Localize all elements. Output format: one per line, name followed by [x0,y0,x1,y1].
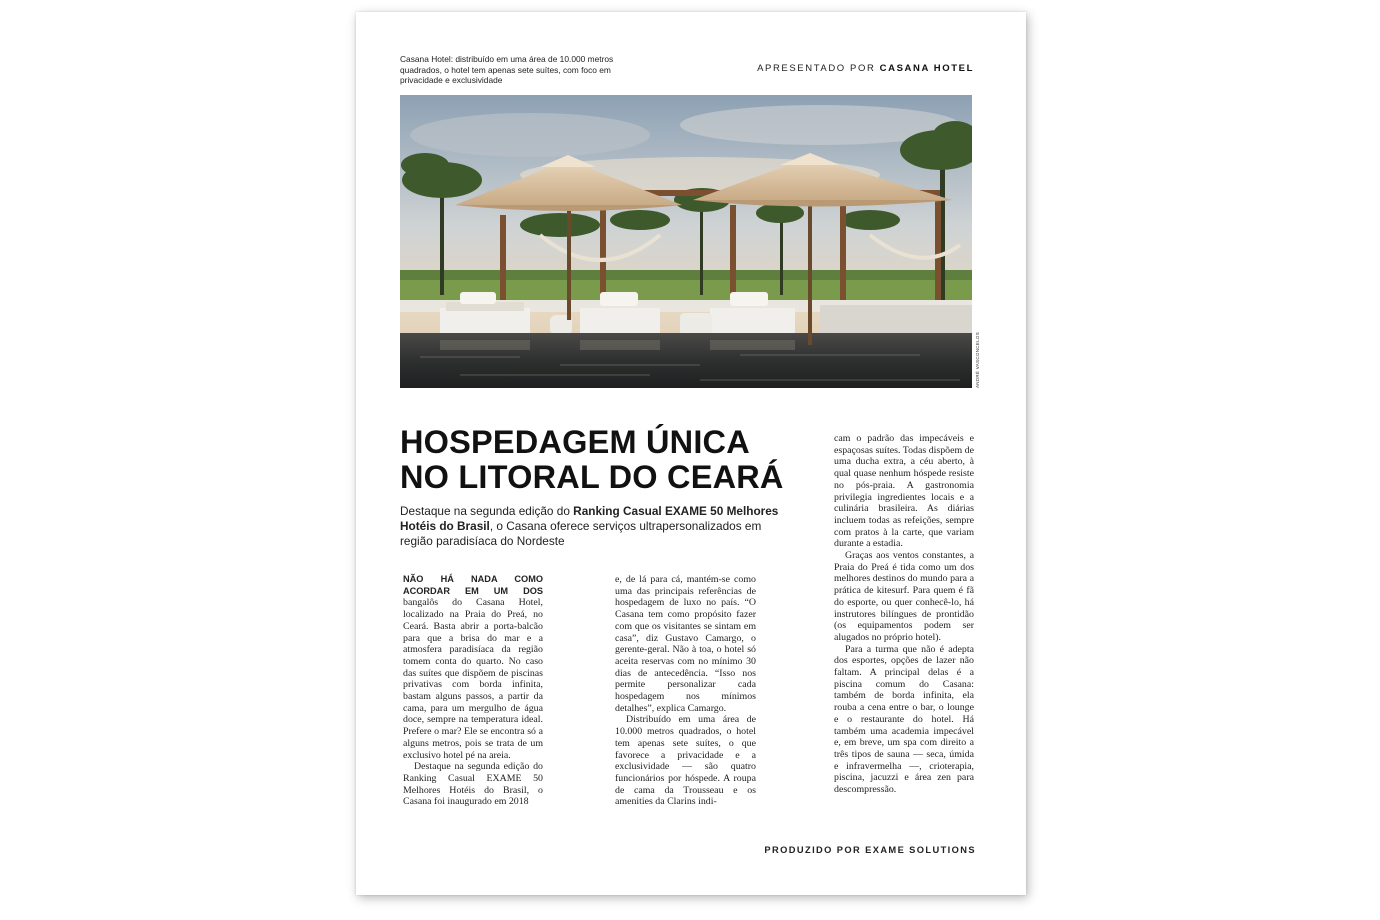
lead-in: NÃO HÁ NADA COMO ACORDAR EM UM DOS [403,574,543,596]
dek-after: , o Casana oferece serviços ultrapersonalizados em região paradisíaca do Nordeste [400,519,762,549]
paragraph-text: bangalôs do Casana Hotel, localizado na Praia do Preá, no Ceará. Basta abrir a porta-balcão para que a brisa do mar e a atmosfera paradisíaca da região tomem conta do quarto. No caso das suítes que dispõem de piscinas privativas com borda infinita, bastam alguns passos, a partir da cama, para um mergulho de água doce, sempre na temperatura ideal. Prefere o mar? Ele se encontra só a alguns metros, pois se trata de um exclusivo hotel pé na areia. [403,597,543,761]
title-line-1: HOSPEDAGEM ÚNICA [400,424,750,460]
body-column-3 [834,433,974,796]
body-column-2 [615,574,756,808]
paragraph: cam o padrão das impecáveis e espaçosas suítes. Todas dispõem de uma ducha extra, a céu aberto, à qual quase nenhum hóspede resiste no pós-praia. A gastronomia privilegia ingredientes locais e a culinária brasileira. As diárias incluem todas as refeições, sempre com pratos à la carte, que variam durante a estadia. [834,433,974,550]
paragraph: Distribuído em uma área de 10.000 metros quadrados, o hotel tem apenas sete suítes, o que favorece a privacidade e a exclusividade — são quatro funcionários por hóspede. A roupa de cama da Trousseau e os amenities da Clarins indi- [615,714,756,808]
body-column-1 [403,574,543,808]
paragraph [403,574,543,761]
article-dek [400,504,780,550]
paragraph: Para a turma que não é adepta dos esportes, opções de lazer não faltam. A principal delas é a piscina comum do Casana: também de borda infinita, ela rouba a cena entre o bar, o lounge e o restaurante do hotel. Há também uma academia impecável e, em breve, um spa com direito a três tipos de sauna — seca, úmida e infravermelha —, crioterapia, piscina, jacuzzi e área zen para descompressão. [834,643,974,796]
hotel-photo [400,95,972,388]
title-line-2: NO LITORAL DO CEARÁ [400,459,784,495]
paragraph: Destaque na segunda edição do Ranking Casual EXAME 50 Melhores Hotéis do Brasil, o Casana foi inaugurado em 2018 [403,761,543,808]
photo-credit: ANDRÉ VASCONCELOS [975,332,980,389]
pool-umbrellas-illustration [400,95,972,388]
dek-bold: Ranking Casual EXAME 50 Melhores Hotéis do Brasil [400,504,779,534]
article-title [400,425,820,495]
photo-caption: Casana Hotel: distribuído em uma área de 10.000 metros quadrados, o hotel tem apenas sete suítes, com foco em privacidade e exclusividade [400,54,614,85]
paragraph: e, de lá para cá, mantém-se como uma das principais referências de hospedagem de luxo no país. “O Casana tem como propósito fazer com que os visitantes se sintam em casa”, diz Gustavo Camargo, o gerente-geral. Não à toa, o hotel só aceita reservas com no mínimo 30 dias de antecedência. “Isso nos permite personalizar cada hospedagem nos mínimos detalhes”, explica Camargo. [615,574,756,714]
produced-by: PRODUZIDO POR EXAME SOLUTIONS [764,845,976,855]
sponsor-label [757,63,974,74]
paragraph: Graças aos ventos constantes, a Praia do Preá é tida como um dos melhores destinos do mundo para a prática de kitesurf. Para quem é fã do esporte, ou quer conhecê-lo, há instrutores bilíngues de prontidão (os equipamentos podem ser alugados no próprio hotel). [834,550,974,643]
dek-before: Destaque na segunda edição do [400,504,570,518]
presented-prefix: APRESENTADO POR [757,63,876,74]
presented-brand: CASANA HOTEL [879,63,974,74]
magazine-page [356,12,1026,895]
